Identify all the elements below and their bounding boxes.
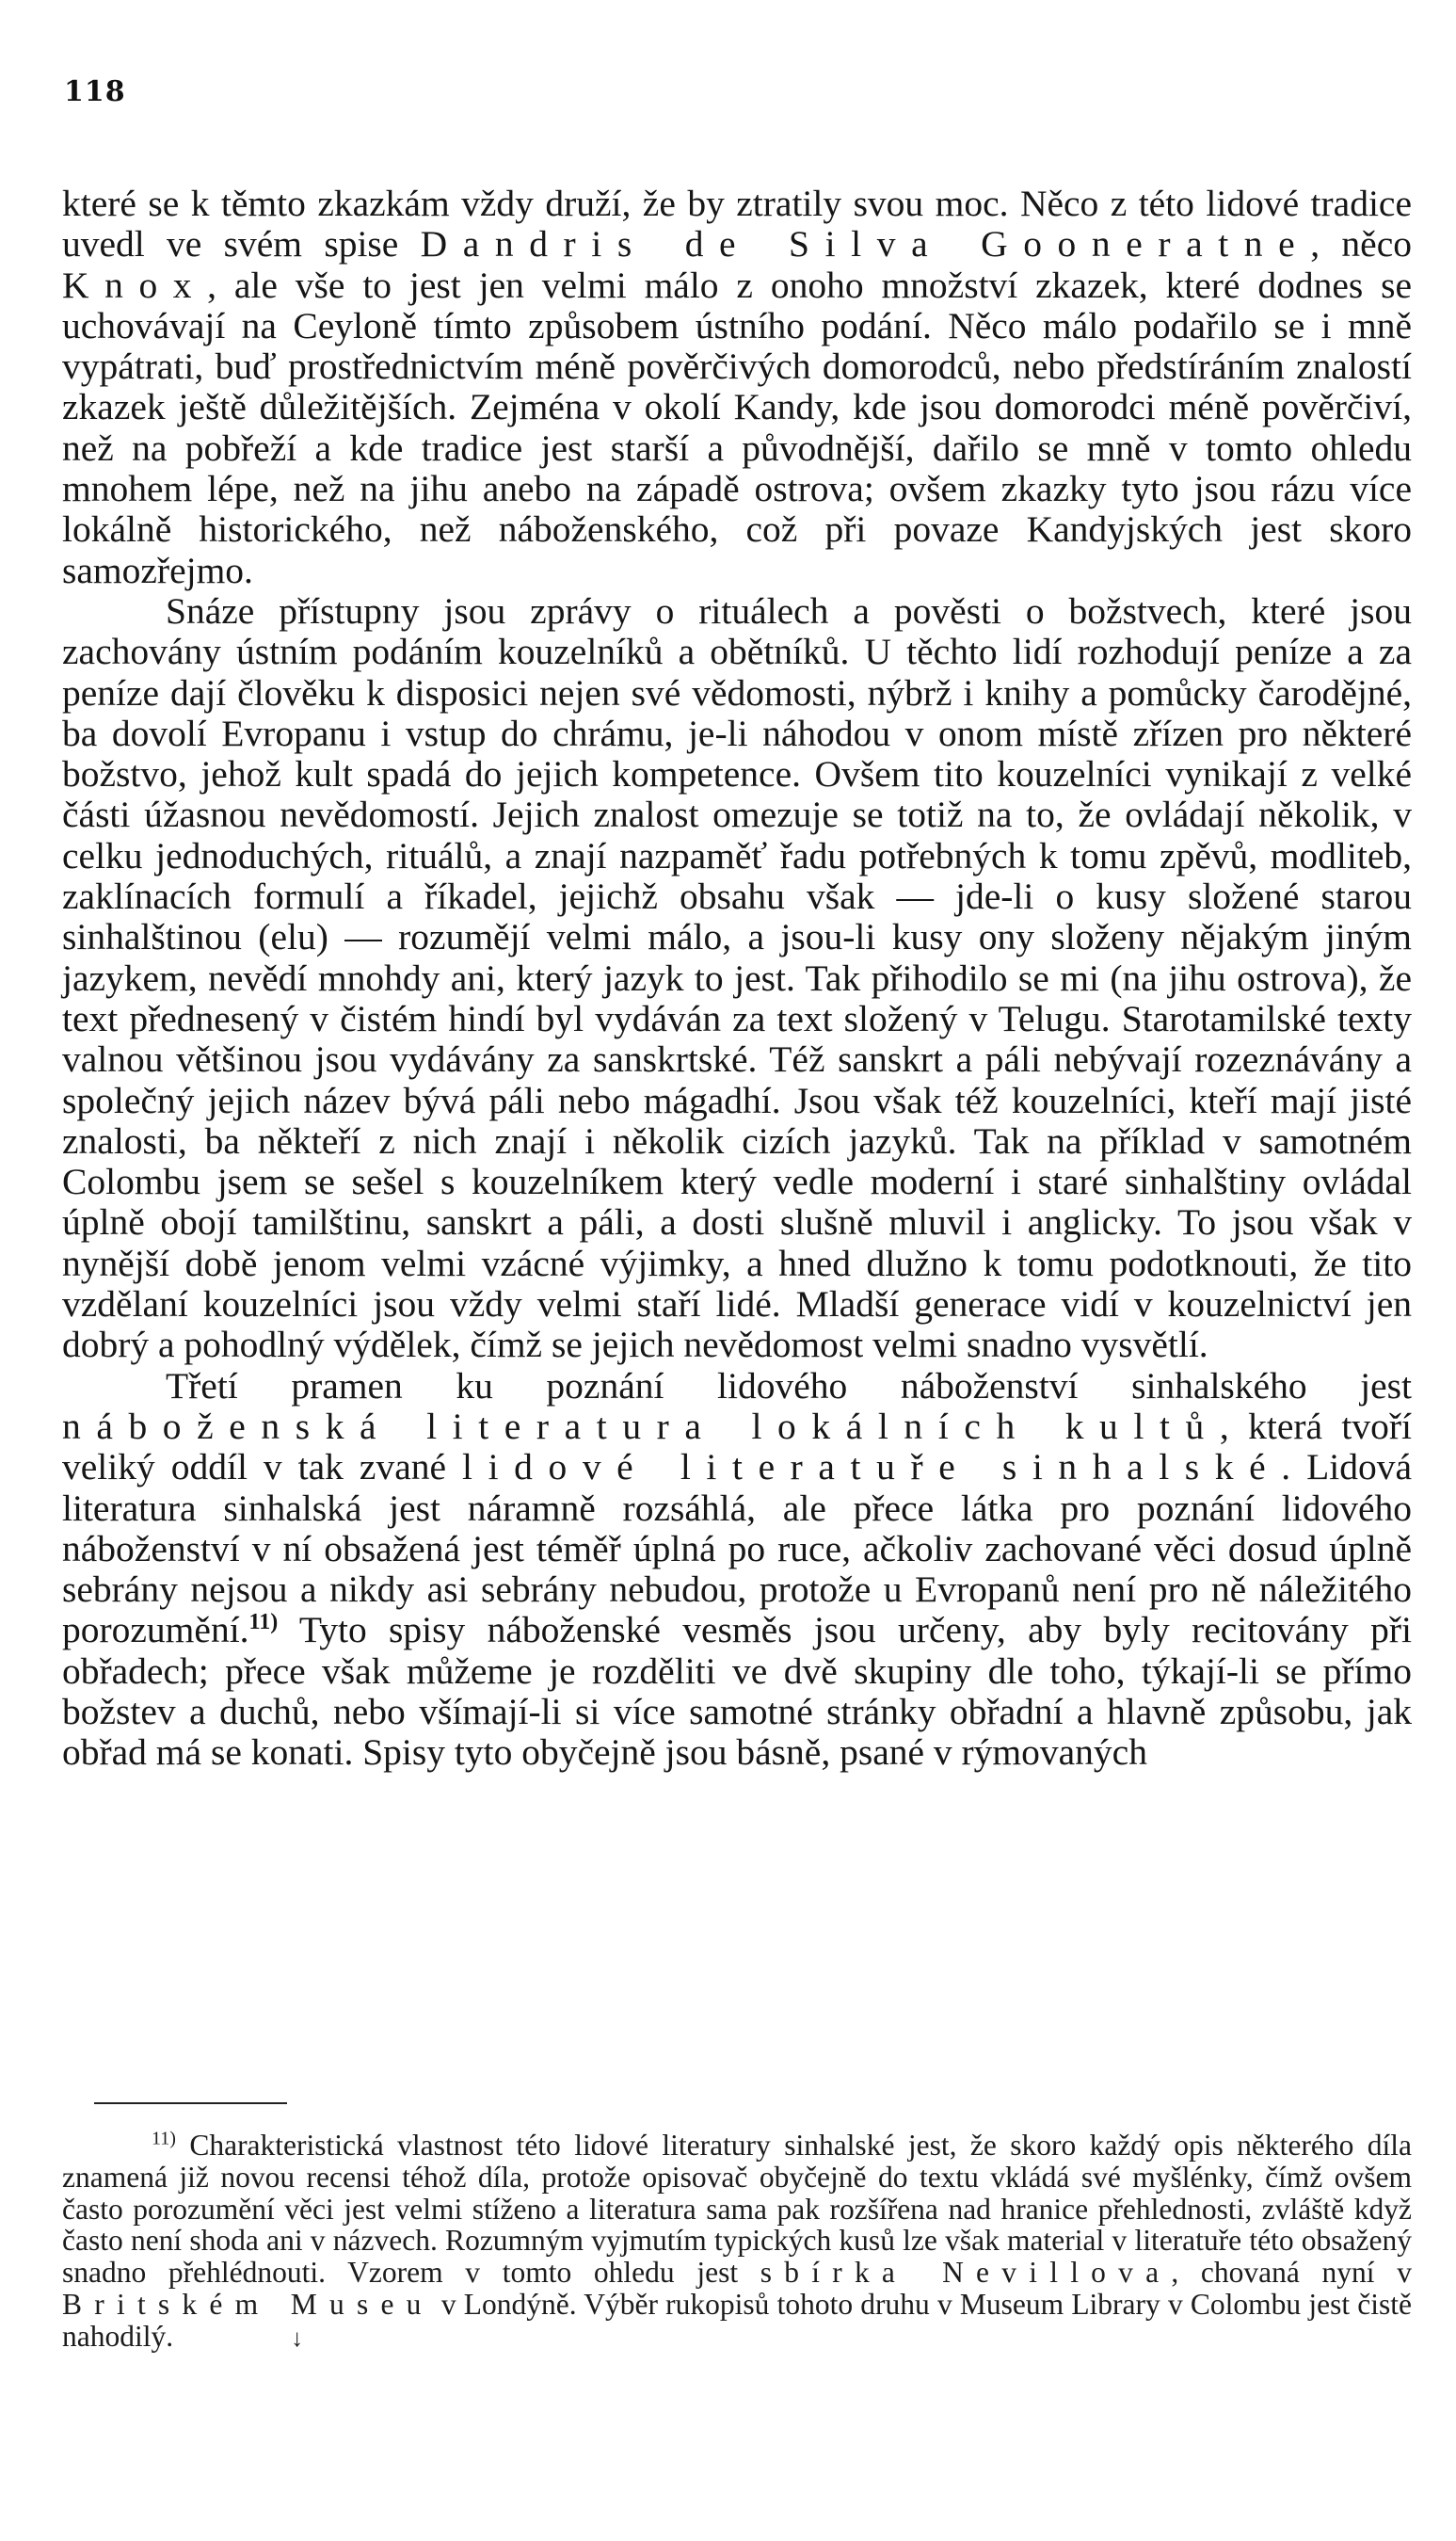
author-name-knox: Knox	[62, 264, 208, 306]
paragraph-3-text-d: Tyto spisy náboženské vesměs jsou určeny, aby byly recitovány při obřadech; přece však můžeme je rozděliti ve dvě skupiny dle toho, týkají-li se přímo božstev a duchů, nebo všímají-li si více samotné stránky obřadní a hlavně způsobu, jak obřad má se konati. Spisy tyto obyčejně jsou básně, psané v rýmovaných	[62, 1609, 1412, 1774]
footnote-text-b: , chovaná nyní v	[1171, 2256, 1413, 2290]
paragraph-2: Snáze přístupny jsou zprávy o rituálech a pověsti o božstvech, které jsou zachovány ústním podáním kouzelníků a obětníků. U těchto lidí rozhodují peníze a za peníze dají člověku k disposici nejen své vědomosti, nýbrž i knihy a pomůcky čarodějné, ba dovolí Evropanu i vstup do chrámu, je-li náhodou v onom místě zřízen pro některé božstvo, jehož kult spadá do jejich kompetence. Ovšem tito kouzelníci vynikají z velké části úžasnou nevědomostí. Jejich znalost omezuje se totiž na to, že ovládají několik, v celku jednoduchých, rituálů, a znají nazpaměť řadu potřebných k tomu zpěvů, modliteb, zaklínacích formulí a říkadel, jejichž obsahu však — jde-li o kusy složené starou sinhalštinou (elu) — rozumějí velmi málo, a jsou-li kusy ony složeny nějakým jiným jazykem, nevědí mnohdy ani, který jazyk to jest. Tak přihodilo se mi (na jihu ostrova), že text přednesený v čistém hindí byl vydáván za text složený v Telugu. Starotamilské texty valnou většinou jsou vydávány za sanskrtské. Též sanskrt a páli nebývají rozeznávány a společný jejich název bývá páli nebo mágadhí. Jsou však též kouzelníci, kteří mají jisté znalosti, ba někteří z nich znají i několik cizích jazyků. Tak na příklad v samotném Colombu jsem se sešel s kouzelníkem který vedle moderní i staré sinhalštiny ovládal úplně obojí tamilštinu, sanskrt a páli, a dosti slušně mluvil i anglicky. To jsou však v nynější době jenom velmi vzácné výjimky, a hned dlužno k tomu podotknouti, že tito vzdělaní kouzelníci jsou vždy velmi staří lidé. Mladší generace vidí v kouzelnictví jen dobrý a pohodlný výdělek, čímž se jejich nevědomost velmi snadno vysvětlí.	[62, 589, 1412, 1366]
footnote-reference[interactable]: 11)	[248, 1610, 279, 1635]
footnote-text-c: v Londýně. Výběr rukopisů tohoto druhu v Museum Library v Colombu jest čistě nahodilý.	[62, 2287, 1412, 2353]
paragraph-1-text-c: , ale vše to jest jen velmi málo z onoho množství zkazek, které dodnes se uchovávají na Ceyloně tímto způsobem ústního podání. Něco málo podařilo se i mně vypátrati, buď prostřednictvím méně pověrčivých domorodců, nebo předstíráním znalostí zkazek ještě důležitějších. Zejména v okolí Kandy, kde jsou domorodci méně pověrčiví, než na pobřeží a kde tradice jest starší a původnější, dařilo se mně v tomto ohledu mnohem lépe, než na jihu anebo na západě ostrova; ovšem zkazky tyto jsou rázu více lokálně historického, než náboženského, což při povaze Kandyjských jest skoro samozřejmo.	[62, 264, 1412, 591]
paragraph-1-text-a: které se k těmto zkazkám vždy druží, že by ztratily svou moc. Něco z této lidové tradice uvedl ve svém spise	[62, 183, 1412, 265]
footnote-number: 11)	[152, 2128, 176, 2149]
footnote	[62, 2130, 1412, 2355]
paragraph-3-text-b: , která tvoří veliký oddíl v tak zvané	[62, 1405, 1412, 1488]
page-number: 118	[64, 75, 126, 108]
paragraph-3-text-c: . Lidová literatura sinhalská jest náramně rozsáhlá, ale přece látka pro poznání lidového náboženství v ní obsažená jest téměř úplná po ruce, ačkoliv zachované věci dosud úplně sebrány nejsou a nikdy asi sebrány nebudou, protože u Evropanů není pro ně náležitého porozumění.	[62, 1446, 1412, 1651]
spaced-term-british-museum: Britském Museu	[62, 2287, 434, 2321]
spaced-term-neville-collection: sbírka Nevillova	[760, 2256, 1172, 2290]
paragraph-3	[62, 1366, 1412, 1774]
paragraph-1-text-b: , něco	[1310, 223, 1412, 265]
paragraph-3-text-a: Třetí pramen ku poznání lidového náboženství sinhalského jest	[166, 1364, 1412, 1407]
author-name-goonneratne: Dandris de Silva Gooneratne	[420, 223, 1311, 265]
footnote-divider	[94, 2102, 287, 2104]
footnote-text-a: Charakteristická vlastnost této lidové literatury sinhalské jest, že skoro každý opis některého díla znamená již novou recensi téhož díla, protože opisovač obyčejně do textu vkládá své myšlénky, čímž ovšem často porozumění věci jest velmi stíženo a literatura sama pak rozšířena nad hranice přehlednosti, zvláště když často není shoda ani v názvech. Rozumným vyjmutím typických kusů lze však material v literatuře této obsažený snadno přehlédnouti. Vzorem v tomto ohledu jest	[62, 2129, 1412, 2290]
paragraph-1	[62, 184, 1412, 591]
continuation-mark-icon: ↓	[291, 2324, 304, 2352]
body-text	[62, 184, 1412, 1774]
spaced-term-religious-literature: náboženská literatura lokálních kultů	[62, 1405, 1220, 1447]
spaced-term-folk-literature: lidové literatuře sinhalské	[462, 1446, 1282, 1488]
